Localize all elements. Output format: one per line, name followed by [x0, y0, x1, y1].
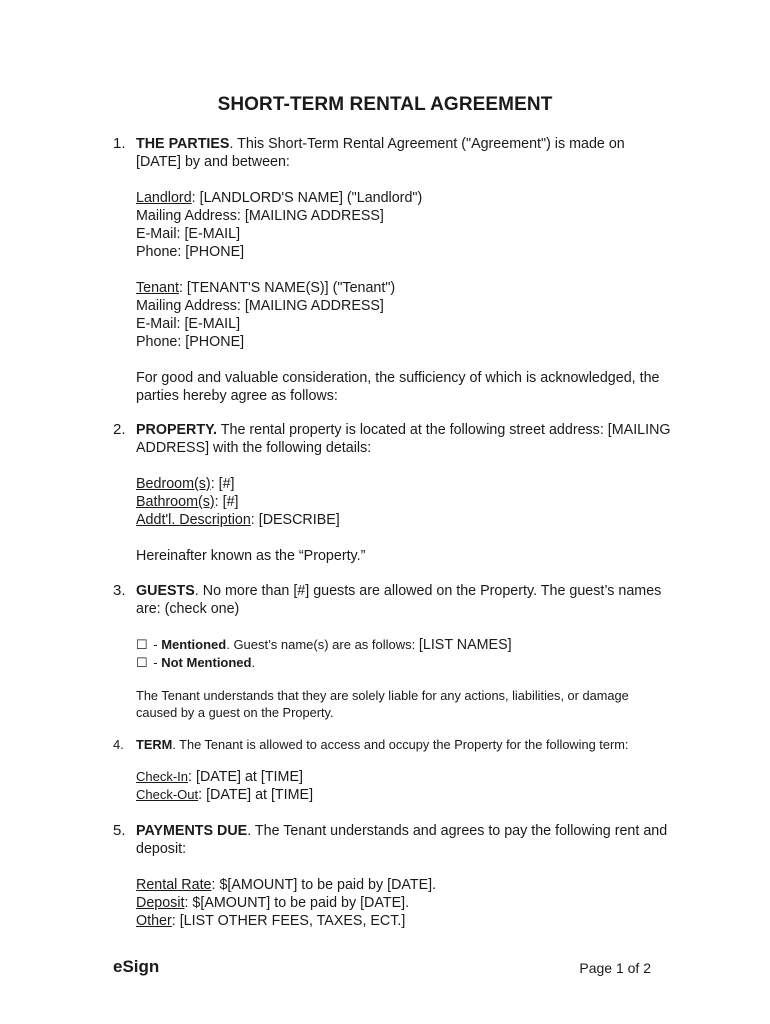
landlord-line: Landlord: [LANDLORD'S NAME] ("Landlord")	[136, 190, 423, 206]
bedrooms-line: Bedroom(s): [#]	[136, 476, 235, 492]
section-number: 3.	[113, 582, 126, 599]
landlord-phone: Phone: [PHONE]	[136, 244, 245, 260]
guest-option-not-mentioned: ☐ - Not Mentioned.	[136, 655, 256, 670]
section-term	[113, 736, 673, 804]
section-number: 4.	[113, 737, 124, 752]
tenant-email: E-Mail: [E-MAIL]	[136, 316, 241, 332]
tenant-line: Tenant: [TENANT'S NAME(S)] ("Tenant")	[136, 280, 396, 296]
section-number: 2.	[113, 421, 126, 438]
guest-liability-text: The Tenant understands that they are solely liable for any actions, liabilities, or damage caused by a guest on the Property.	[136, 688, 629, 720]
guest-option-mentioned: ☐ - Mentioned. Guest’s name(s) are as follows: [LIST NAMES]	[136, 637, 512, 653]
document-title: SHORT-TERM RENTAL AGREEMENT	[217, 94, 553, 115]
description-line: Addt'l. Description: [DESCRIBE]	[136, 512, 340, 528]
tenant-mailing-address: Mailing Address: [MAILING ADDRESS]	[136, 298, 384, 314]
section-number: 1.	[113, 135, 126, 152]
consideration-text: For good and valuable consideration, the sufficiency of which is acknowledged, the parties hereby agree as follows:	[136, 370, 660, 404]
parties-intro: THE PARTIES. This Short-Term Rental Agreement ("Agreement") is made on [DATE] by and between:	[136, 136, 625, 170]
other-fees-line: Other: [LIST OTHER FEES, TAXES, ECT.]	[136, 913, 406, 929]
esign-logo: eSign	[113, 957, 160, 976]
checkbox-icon[interactable]: ☐	[136, 637, 148, 652]
check-in-line: Check-In: [DATE] at [TIME]	[136, 769, 303, 785]
section-payments-due	[113, 822, 673, 930]
page-number: Page 1 of 2	[579, 960, 651, 976]
property-intro: PROPERTY. The rental property is located at the following street address: [MAILING ADDRESS] with the following details:	[136, 422, 671, 456]
check-out-line: Check-Out: [DATE] at [TIME]	[136, 787, 314, 803]
term-intro: TERM. The Tenant is allowed to access and occupy the Property for the following term:	[136, 737, 629, 752]
landlord-mailing-address: Mailing Address: [MAILING ADDRESS]	[136, 208, 384, 224]
checkbox-icon[interactable]: ☐	[136, 655, 148, 670]
guests-intro: GUESTS. No more than [#] guests are allowed on the Property. The guest’s names are: (check one)	[136, 583, 662, 617]
section-number: 5.	[113, 822, 126, 839]
landlord-email: E-Mail: [E-MAIL]	[136, 226, 241, 242]
section-parties	[113, 135, 673, 405]
deposit-line: Deposit: $[AMOUNT] to be paid by [DATE].	[136, 895, 410, 911]
section-guests	[113, 582, 673, 721]
rental-rate-line: Rental Rate: $[AMOUNT] to be paid by [DATE].	[136, 877, 437, 893]
tenant-phone: Phone: [PHONE]	[136, 334, 245, 350]
bathrooms-line: Bathroom(s): [#]	[136, 494, 239, 510]
section-property	[113, 421, 673, 565]
hereinafter-text: Hereinafter known as the “Property.”	[136, 548, 366, 564]
payments-intro: PAYMENTS DUE. The Tenant understands and agrees to pay the following rent and deposit:	[136, 823, 668, 857]
